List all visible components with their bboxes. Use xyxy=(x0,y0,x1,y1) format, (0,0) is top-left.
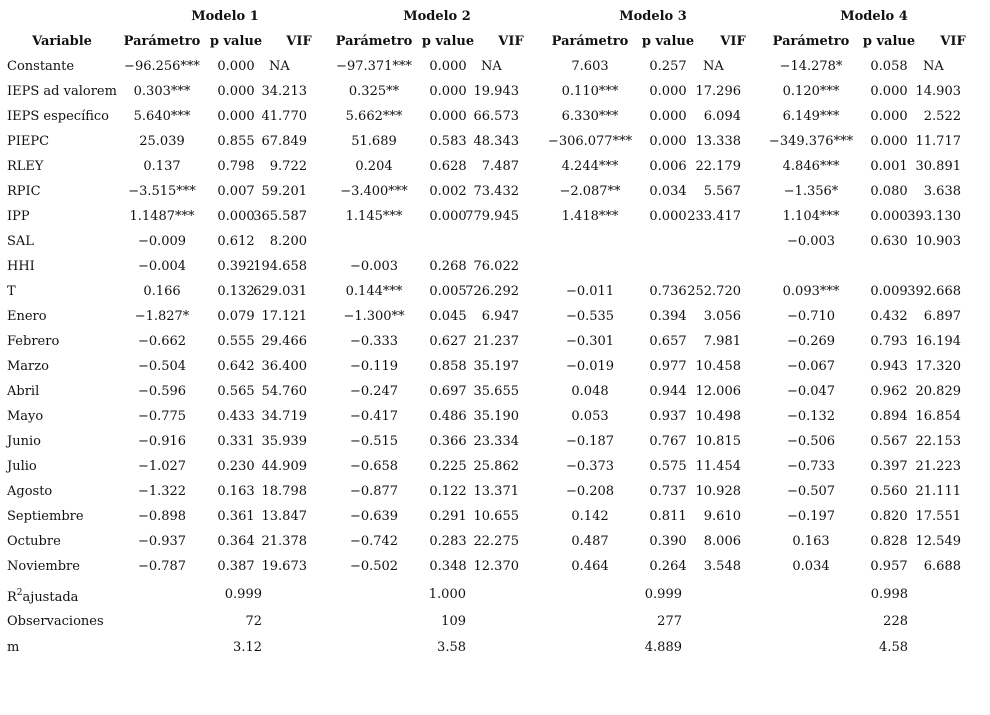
p-value: 0.828 xyxy=(870,534,908,549)
vif-value: 22.153 xyxy=(915,434,961,449)
row-label: Junio xyxy=(7,434,41,449)
vif-value: 66.573 xyxy=(473,109,519,124)
param-value: 0.325** xyxy=(348,84,400,99)
row-label: Mayo xyxy=(7,409,44,424)
p-value: 0.937 xyxy=(649,409,687,424)
row-label: Noviembre xyxy=(7,559,80,574)
param-value: −0.515 xyxy=(349,434,399,449)
param-value: −306.077*** xyxy=(547,134,633,149)
p-value: 0.486 xyxy=(429,409,467,424)
vif-value: 252.720 xyxy=(687,284,741,299)
row-label: Abril xyxy=(7,384,40,399)
p-value: 0.583 xyxy=(429,134,467,149)
vif-value: 35.190 xyxy=(473,409,519,424)
model-title: Modelo 3 xyxy=(619,9,687,24)
p-value: 0.575 xyxy=(649,459,687,474)
param-value: 0.137 xyxy=(143,159,181,174)
param-value: −0.639 xyxy=(349,509,399,524)
vif-header: VIF xyxy=(940,34,966,49)
param-value: −1.027 xyxy=(137,459,187,474)
p-value: 0.943 xyxy=(870,359,908,374)
vif-value: 41.770 xyxy=(261,109,307,124)
vif-value: 3.638 xyxy=(923,184,961,199)
param-value: −0.003 xyxy=(786,234,836,249)
vif-value: NA xyxy=(269,59,290,74)
param-value: 0.053 xyxy=(571,409,609,424)
row-label: IEPS específico xyxy=(7,109,110,124)
param-value: 1.104*** xyxy=(782,209,840,224)
p-value: 0.397 xyxy=(870,459,908,474)
p-value: 0.034 xyxy=(649,184,687,199)
vif-value: 19.673 xyxy=(261,559,307,574)
param-value: −0.132 xyxy=(786,409,836,424)
r2-value: 0.999 xyxy=(224,587,262,602)
param-header: Parámetro xyxy=(335,34,413,49)
row-label: Febrero xyxy=(7,334,60,349)
param-value: 4.244*** xyxy=(561,159,619,174)
param-value: 1.1487*** xyxy=(129,209,195,224)
vif-value: 12.549 xyxy=(915,534,961,549)
vif-value: 18.798 xyxy=(261,484,307,499)
param-value: −0.417 xyxy=(349,409,399,424)
p-value: 0.737 xyxy=(649,484,687,499)
param-value: −0.502 xyxy=(349,559,399,574)
row-label: IEPS ad valorem xyxy=(7,84,117,99)
row-label: Enero xyxy=(7,309,47,324)
param-value: 0.166 xyxy=(143,284,181,299)
r2-value: 0.999 xyxy=(644,587,682,602)
p-value: 0.000 xyxy=(429,59,467,74)
row-label: Constante xyxy=(7,59,75,74)
param-value: 25.039 xyxy=(139,134,185,149)
param-value: −0.373 xyxy=(565,459,615,474)
param-header: Parámetro xyxy=(123,34,201,49)
p-value: 0.736 xyxy=(649,284,687,299)
vif-value: 365.587 xyxy=(253,209,307,224)
p-value: 0.000 xyxy=(217,209,255,224)
vif-value: 17.320 xyxy=(915,359,961,374)
vif-header: VIF xyxy=(498,34,524,49)
model-title: Modelo 1 xyxy=(191,9,259,24)
p-value: 0.000 xyxy=(217,84,255,99)
p-value: 0.000 xyxy=(649,109,687,124)
p-value: 0.628 xyxy=(429,159,467,174)
vif-value: 10.498 xyxy=(695,409,741,424)
vif-value: 9.722 xyxy=(269,159,307,174)
p-value: 0.000 xyxy=(870,209,908,224)
r2-value: 1.000 xyxy=(428,587,466,602)
param-value: 1.145*** xyxy=(345,209,403,224)
vif-value: 17.296 xyxy=(695,84,741,99)
param-value: −0.596 xyxy=(137,384,187,399)
p-value: 0.000 xyxy=(649,209,687,224)
param-value: −0.011 xyxy=(565,284,615,299)
vif-value: 7.487 xyxy=(481,159,519,174)
vif-value: 16.194 xyxy=(915,334,961,349)
vif-value: 29.466 xyxy=(261,334,307,349)
param-value: −0.775 xyxy=(137,409,187,424)
vif-value: 3.548 xyxy=(703,559,741,574)
p-value: 0.000 xyxy=(870,109,908,124)
m-value: 4.889 xyxy=(644,640,682,655)
param-value: 0.144*** xyxy=(345,284,403,299)
row-label: RLEY xyxy=(7,159,44,174)
p-value: 0.163 xyxy=(217,484,255,499)
obs-value: 109 xyxy=(441,614,466,629)
p-value: 0.000 xyxy=(429,109,467,124)
vif-value: 8.200 xyxy=(269,234,307,249)
p-value: 0.000 xyxy=(649,134,687,149)
vif-value: 35.197 xyxy=(473,359,519,374)
p-value: 0.283 xyxy=(429,534,467,549)
param-value: 0.303*** xyxy=(133,84,191,99)
row-label: Agosto xyxy=(7,484,53,499)
param-value: −0.247 xyxy=(349,384,399,399)
param-value: −0.710 xyxy=(786,309,836,324)
p-value: 0.697 xyxy=(429,384,467,399)
p-value: 0.560 xyxy=(870,484,908,499)
p-value: 0.058 xyxy=(870,59,908,74)
param-header: Parámetro xyxy=(551,34,629,49)
param-value: −0.507 xyxy=(786,484,836,499)
param-value: −0.019 xyxy=(565,359,615,374)
p-value: 0.361 xyxy=(217,509,255,524)
vif-value: 44.909 xyxy=(261,459,307,474)
vif-value: 5.567 xyxy=(703,184,741,199)
p-value: 0.894 xyxy=(870,409,908,424)
vif-value: 35.655 xyxy=(473,384,519,399)
p-value: 0.567 xyxy=(870,434,908,449)
p-value: 0.630 xyxy=(870,234,908,249)
p-value: 0.230 xyxy=(217,459,255,474)
vif-value: 22.179 xyxy=(695,159,741,174)
pvalue-header: p value xyxy=(641,34,695,49)
vif-value: 2.522 xyxy=(923,109,961,124)
vif-value: 17.121 xyxy=(261,309,307,324)
vif-value: 23.334 xyxy=(473,434,519,449)
param-value: −14.278* xyxy=(779,59,843,74)
param-value: 1.418*** xyxy=(561,209,619,224)
vif-value: 17.551 xyxy=(915,509,961,524)
m-label: m xyxy=(7,640,20,655)
m-value: 3.58 xyxy=(437,640,466,655)
m-value: 3.12 xyxy=(233,640,262,655)
param-value: −0.333 xyxy=(349,334,399,349)
param-value: −0.197 xyxy=(786,509,836,524)
vif-value: 629.031 xyxy=(253,284,307,299)
vif-value: 3.056 xyxy=(703,309,741,324)
vif-value: 6.094 xyxy=(703,109,741,124)
p-value: 0.005 xyxy=(429,284,467,299)
row-label: IPP xyxy=(7,209,30,224)
param-value: −0.742 xyxy=(349,534,399,549)
vif-value: 10.928 xyxy=(695,484,741,499)
p-value: 0.348 xyxy=(429,559,467,574)
param-value: −0.937 xyxy=(137,534,187,549)
vif-value: 12.006 xyxy=(695,384,741,399)
param-value: −0.269 xyxy=(786,334,836,349)
p-value: 0.798 xyxy=(217,159,255,174)
p-value: 0.291 xyxy=(429,509,467,524)
param-value: −2.087** xyxy=(559,184,621,199)
p-value: 0.858 xyxy=(429,359,467,374)
param-value: −0.535 xyxy=(565,309,615,324)
param-value: −0.898 xyxy=(137,509,187,524)
vif-value: 20.829 xyxy=(915,384,961,399)
p-value: 0.432 xyxy=(870,309,908,324)
vif-value: 21.223 xyxy=(915,459,961,474)
param-value: 51.689 xyxy=(351,134,397,149)
vif-header: VIF xyxy=(720,34,746,49)
param-value: −0.662 xyxy=(137,334,187,349)
param-value: 7.603 xyxy=(571,59,609,74)
param-value: −0.067 xyxy=(786,359,836,374)
row-label: HHI xyxy=(7,259,35,274)
param-value: 4.846*** xyxy=(782,159,840,174)
p-value: 0.000 xyxy=(217,59,255,74)
p-value: 0.000 xyxy=(870,134,908,149)
p-value: 0.331 xyxy=(217,434,255,449)
vif-value: 36.400 xyxy=(261,359,307,374)
param-value: −0.208 xyxy=(565,484,615,499)
p-value: 0.009 xyxy=(870,284,908,299)
param-value: 5.662*** xyxy=(345,109,403,124)
vif-value: 779.945 xyxy=(465,209,519,224)
row-label: Septiembre xyxy=(7,509,84,524)
param-value: −0.733 xyxy=(786,459,836,474)
param-value: −96.256*** xyxy=(124,59,200,74)
vif-value: 73.432 xyxy=(473,184,519,199)
p-value: 0.000 xyxy=(217,109,255,124)
vif-value: 13.371 xyxy=(473,484,519,499)
vif-value: 194.658 xyxy=(253,259,307,274)
param-value: 5.640*** xyxy=(133,109,191,124)
p-value: 0.002 xyxy=(429,184,467,199)
row-label: Octubre xyxy=(7,534,61,549)
param-value: −0.004 xyxy=(137,259,187,274)
p-value: 0.657 xyxy=(649,334,687,349)
vif-value: 7.981 xyxy=(703,334,741,349)
obs-value: 228 xyxy=(883,614,908,629)
p-value: 0.392 xyxy=(217,259,255,274)
m-value: 4.58 xyxy=(879,640,908,655)
p-value: 0.555 xyxy=(217,334,255,349)
obs-value: 277 xyxy=(657,614,682,629)
p-value: 0.811 xyxy=(649,509,687,524)
row-label: Julio xyxy=(7,459,37,474)
vif-value: 67.849 xyxy=(261,134,307,149)
p-value: 0.364 xyxy=(217,534,255,549)
vif-value: 34.719 xyxy=(261,409,307,424)
model-title: Modelo 4 xyxy=(840,9,908,24)
param-value: −0.504 xyxy=(137,359,187,374)
vif-value: 19.943 xyxy=(473,84,519,99)
param-value: 6.149*** xyxy=(782,109,840,124)
row-label: Marzo xyxy=(7,359,49,374)
param-value: −3.515*** xyxy=(128,184,196,199)
pvalue-header: p value xyxy=(862,34,916,49)
p-value: 0.962 xyxy=(870,384,908,399)
vif-value: 14.903 xyxy=(915,84,961,99)
pvalue-header: p value xyxy=(421,34,475,49)
vif-value: 233.417 xyxy=(687,209,741,224)
p-value: 0.387 xyxy=(217,559,255,574)
p-value: 0.080 xyxy=(870,184,908,199)
param-value: −1.827* xyxy=(134,309,190,324)
p-value: 0.000 xyxy=(429,209,467,224)
p-value: 0.642 xyxy=(217,359,255,374)
vif-value: 11.454 xyxy=(695,459,741,474)
p-value: 0.045 xyxy=(429,309,467,324)
param-value: 0.120*** xyxy=(782,84,840,99)
vif-value: NA xyxy=(923,59,944,74)
vif-value: 30.891 xyxy=(915,159,961,174)
variable-header: Variable xyxy=(32,34,92,49)
vif-value: 10.655 xyxy=(473,509,519,524)
vif-value: 6.897 xyxy=(923,309,961,324)
param-value: −349.376*** xyxy=(768,134,854,149)
p-value: 0.001 xyxy=(870,159,908,174)
param-value: −0.009 xyxy=(137,234,187,249)
p-value: 0.122 xyxy=(429,484,467,499)
param-value: −0.187 xyxy=(565,434,615,449)
param-value: 0.034 xyxy=(792,559,830,574)
p-value: 0.612 xyxy=(217,234,255,249)
row-label: T xyxy=(7,284,16,299)
param-value: −0.877 xyxy=(349,484,399,499)
row-label: SAL xyxy=(7,234,34,249)
param-value: 0.048 xyxy=(571,384,609,399)
vif-value: 10.903 xyxy=(915,234,961,249)
param-header: Parámetro xyxy=(772,34,850,49)
p-value: 0.132 xyxy=(217,284,255,299)
r2-value: 0.998 xyxy=(870,587,908,602)
p-value: 0.394 xyxy=(649,309,687,324)
r2-label: $R^2ajustada$ xyxy=(7,588,79,605)
vif-value: 11.717 xyxy=(915,134,961,149)
vif-value: 21.111 xyxy=(915,484,961,499)
param-value: −0.119 xyxy=(349,359,399,374)
vif-value: 48.343 xyxy=(473,134,519,149)
model-title: Modelo 2 xyxy=(403,9,471,24)
param-value: −0.301 xyxy=(565,334,615,349)
p-value: 0.767 xyxy=(649,434,687,449)
pvalue-header: p value xyxy=(209,34,263,49)
obs-label: Observaciones xyxy=(7,614,104,629)
p-value: 0.793 xyxy=(870,334,908,349)
param-value: −1.300** xyxy=(343,309,405,324)
param-value: −0.506 xyxy=(786,434,836,449)
vif-value: 9.610 xyxy=(703,509,741,524)
p-value: 0.366 xyxy=(429,434,467,449)
vif-value: 34.213 xyxy=(261,84,307,99)
param-value: −3.400*** xyxy=(340,184,408,199)
p-value: 0.225 xyxy=(429,459,467,474)
p-value: 0.007 xyxy=(217,184,255,199)
param-value: −0.047 xyxy=(786,384,836,399)
row-label: PIEPC xyxy=(7,134,50,149)
p-value: 0.565 xyxy=(217,384,255,399)
vif-value: 392.668 xyxy=(907,284,961,299)
p-value: 0.957 xyxy=(870,559,908,574)
p-value: 0.268 xyxy=(429,259,467,274)
p-value: 0.006 xyxy=(649,159,687,174)
vif-value: 13.847 xyxy=(261,509,307,524)
param-value: 6.330*** xyxy=(561,109,619,124)
vif-value: 54.760 xyxy=(261,384,307,399)
p-value: 0.855 xyxy=(217,134,255,149)
param-value: −1.356* xyxy=(783,184,839,199)
param-value: −97.371*** xyxy=(336,59,412,74)
vif-value: 25.862 xyxy=(473,459,519,474)
p-value: 0.000 xyxy=(429,84,467,99)
p-value: 0.944 xyxy=(649,384,687,399)
param-value: 0.142 xyxy=(571,509,609,524)
vif-value: 16.854 xyxy=(915,409,961,424)
vif-value: 21.237 xyxy=(473,334,519,349)
p-value: 0.000 xyxy=(870,84,908,99)
param-value: −0.658 xyxy=(349,459,399,474)
vif-value: 22.275 xyxy=(473,534,519,549)
param-value: −0.787 xyxy=(137,559,187,574)
obs-value: 72 xyxy=(245,614,262,629)
vif-value: 13.338 xyxy=(695,134,741,149)
p-value: 0.257 xyxy=(649,59,687,74)
vif-value: 10.458 xyxy=(695,359,741,374)
vif-value: 8.006 xyxy=(703,534,741,549)
p-value: 0.820 xyxy=(870,509,908,524)
vif-value: NA xyxy=(481,59,502,74)
vif-value: 6.947 xyxy=(481,309,519,324)
param-value: 0.163 xyxy=(792,534,830,549)
param-value: 0.093*** xyxy=(782,284,840,299)
param-value: 0.204 xyxy=(355,159,393,174)
param-value: −1.322 xyxy=(137,484,187,499)
param-value: 0.464 xyxy=(571,559,609,574)
vif-value: 21.378 xyxy=(261,534,307,549)
p-value: 0.000 xyxy=(649,84,687,99)
param-value: 0.487 xyxy=(571,534,609,549)
p-value: 0.264 xyxy=(649,559,687,574)
vif-value: 76.022 xyxy=(473,259,519,274)
vif-header: VIF xyxy=(286,34,312,49)
row-label: RPIC xyxy=(7,184,41,199)
vif-value: 10.815 xyxy=(695,434,741,449)
p-value: 0.390 xyxy=(649,534,687,549)
p-value: 0.079 xyxy=(217,309,255,324)
p-value: 0.627 xyxy=(429,334,467,349)
vif-value: 35.939 xyxy=(261,434,307,449)
vif-value: 6.688 xyxy=(923,559,961,574)
param-value: −0.916 xyxy=(137,434,187,449)
param-value: 0.110*** xyxy=(561,84,619,99)
vif-value: 726.292 xyxy=(465,284,519,299)
p-value: 0.977 xyxy=(649,359,687,374)
vif-value: 59.201 xyxy=(261,184,307,199)
p-value: 0.433 xyxy=(217,409,255,424)
vif-value: 12.370 xyxy=(473,559,519,574)
vif-value: 393.130 xyxy=(907,209,961,224)
vif-value: NA xyxy=(703,59,724,74)
param-value: −0.003 xyxy=(349,259,399,274)
